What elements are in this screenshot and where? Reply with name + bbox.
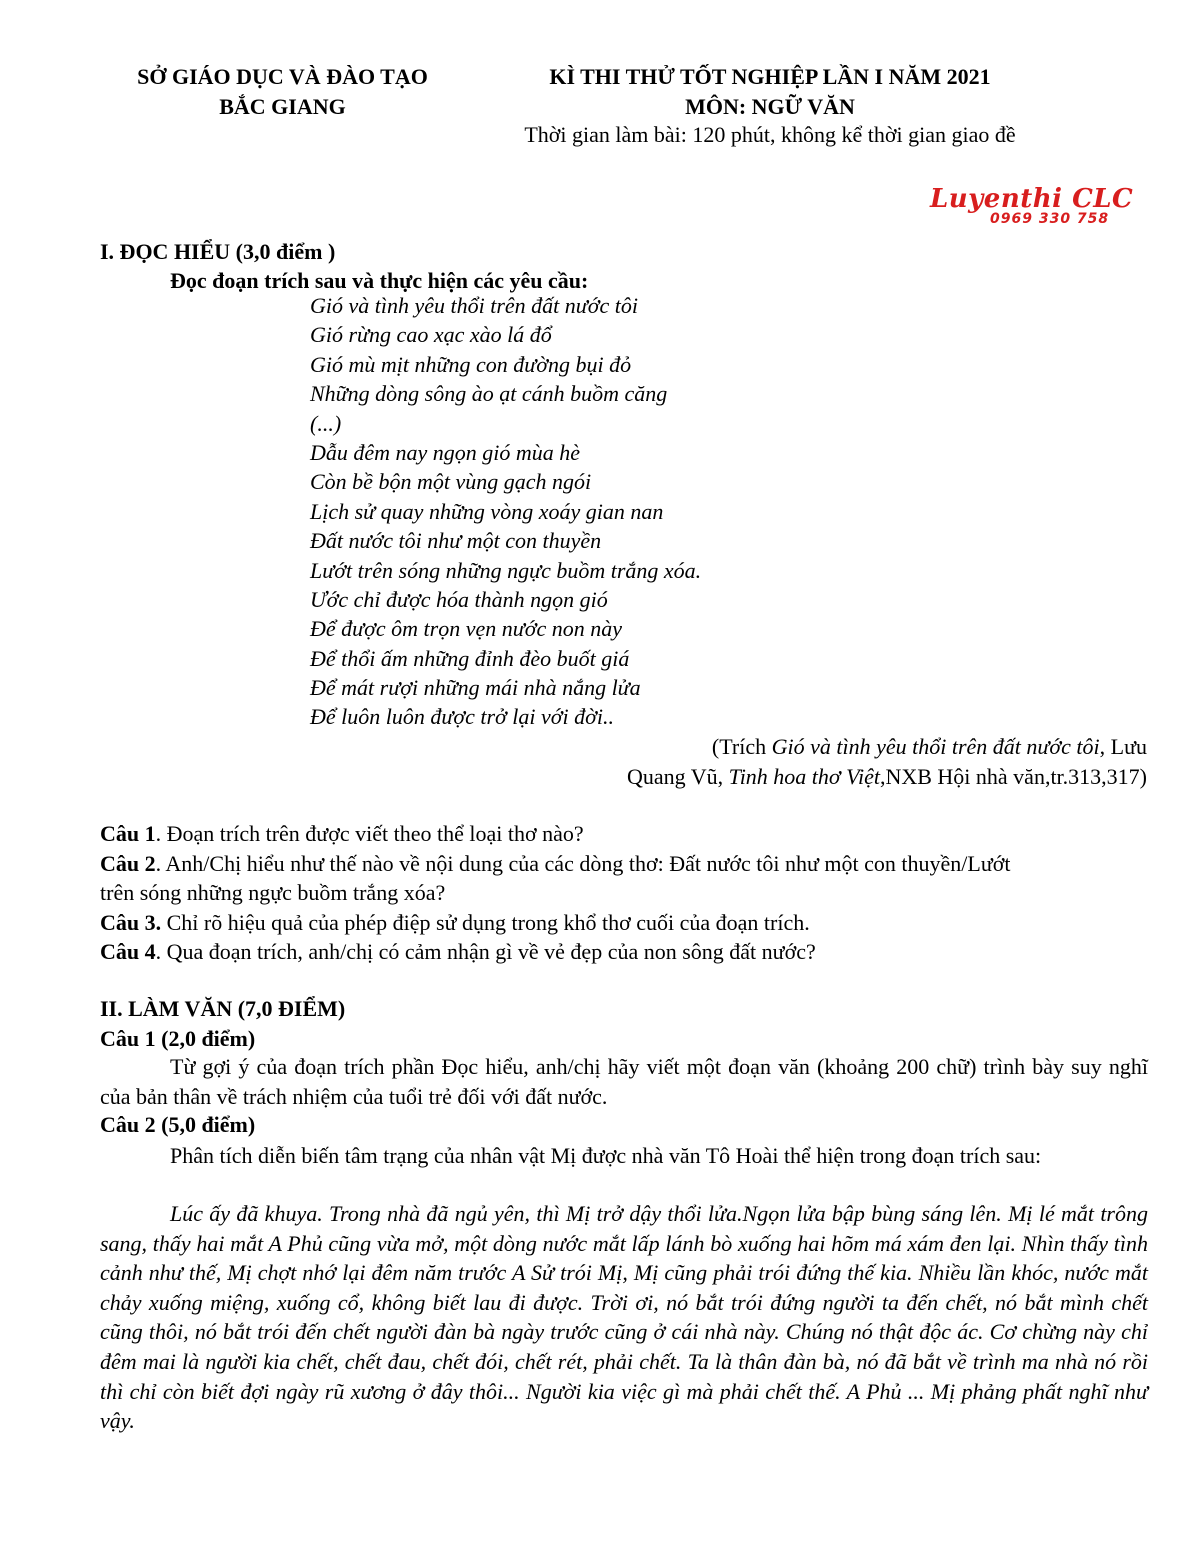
question-3 xyxy=(100,908,1150,938)
essay-question-2-text: Phân tích diễn biến tâm trạng của nhân vật Mị được nhà văn Tô Hoài thể hiện trong đoạn trích sau: xyxy=(170,1143,1042,1168)
question-2 xyxy=(100,849,1150,879)
exam-header xyxy=(485,62,1055,122)
question-text: . Đoạn trích trên được viết theo thể loại thơ nào? xyxy=(155,821,584,846)
question-text: . Anh/Chị hiểu như thế nào về nội dung của các dòng thơ: Đất nước tôi như một con thuyền/Lướt xyxy=(155,850,1011,876)
watermark-name: Luyenthi CLC xyxy=(930,184,1134,214)
essay-question-1-text: Từ gợi ý của đoạn trích phần Đọc hiểu, anh/chị hãy viết một đoạn văn (khoảng 200 chữ) trình bày suy nghĩ của bản thân về trách nhiệm của tuổi trẻ đối với đất nước. xyxy=(100,1054,1148,1109)
poem-line: Những dòng sông ào ạt cánh buồm căng xyxy=(310,381,668,407)
citation-text: Quang Vũ, xyxy=(627,764,729,789)
citation-line-1 xyxy=(627,732,1147,762)
poem-line: Gió mù mịt những con đường bụi đỏ xyxy=(310,351,632,377)
question-label: Câu 3. xyxy=(100,909,162,935)
poem-line: Để được ôm trọn vẹn nước non này xyxy=(310,616,623,642)
poem-line: Ước chỉ được hóa thành ngọn gió xyxy=(310,586,608,612)
poem-line: (...) xyxy=(310,410,342,436)
department-header xyxy=(100,62,465,122)
citation-line-2 xyxy=(627,762,1147,792)
poem-line: Lướt trên sóng những ngực buồm trắng xóa. xyxy=(310,557,702,583)
citation-text: (Trích xyxy=(711,734,772,759)
section1-instruction: Đọc đoạn trích sau và thực hiện các yêu cầu: xyxy=(170,268,589,293)
section2-title: II. LÀM VĂN (7,0 ĐIỂM) xyxy=(100,996,346,1021)
citation-text: , Lưu xyxy=(1099,734,1147,759)
subject-name: MÔN: NGỮ VĂN xyxy=(685,94,855,119)
reading-questions xyxy=(100,819,1150,967)
question-1 xyxy=(100,819,1150,849)
poem-line: Còn bề bộn một vùng gạch ngói xyxy=(310,469,592,495)
watermark-phone: 0969 330 758 xyxy=(990,211,1110,227)
poem-citation xyxy=(627,732,1147,792)
poem-line: Gió rừng cao xạc xào lá đổ xyxy=(310,322,552,348)
citation-text: ,NXB Hội nhà văn,tr.313,317) xyxy=(879,764,1147,789)
poem-line: Gió và tình yêu thổi trên đất nước tôi xyxy=(310,293,639,318)
time-note: Thời gian làm bài: 120 phút, không kể thời gian giao đề xyxy=(524,122,1016,147)
poem xyxy=(310,291,701,732)
question-text: . Qua đoạn trích, anh/chị có cảm nhận gì về vẻ đẹp của non sông đất nước? xyxy=(155,939,816,964)
section1-title: I. ĐỌC HIỂU (3,0 điểm ) xyxy=(100,239,336,264)
question-label: Câu 1 xyxy=(100,821,156,846)
question-4 xyxy=(100,937,1150,967)
poem-line: Dẫu đêm nay ngọn gió mùa hè xyxy=(310,439,581,465)
question-text: Chỉ rõ hiệu quả của phép điệp sử dụng trong khổ thơ cuối của đoạn trích. xyxy=(161,909,810,935)
poem-line: Để thổi ấm những đỉnh đèo buốt giá xyxy=(310,645,630,671)
question-2-continued: trên sóng những ngực buồm trắng xóa? xyxy=(100,880,446,905)
citation-book-title: Tinh hoa thơ Việt xyxy=(728,764,880,789)
watermark-logo xyxy=(930,184,1150,244)
department-name: SỞ GIÁO DỤC VÀ ĐÀO TẠO xyxy=(137,64,428,89)
essay-question-1-heading: Câu 1 (2,0 điểm) xyxy=(100,1026,256,1051)
poem-line: Để mát rượi những mái nhà nắng lửa xyxy=(310,675,641,701)
question-label: Câu 4 xyxy=(100,939,156,964)
question-label: Câu 2 xyxy=(100,850,156,876)
excerpt-passage: Lúc ấy đã khuya. Trong nhà đã ngủ yên, thì Mị trở dậy thổi lửa.Ngọn lửa bập bùng sáng lên. Mị lé mắt trông sang, thấy hai mắt A Phủ cũng vừa mở, một dòng nước mắt lấp lánh bò xuống hai hõm má xám đen lại. Nhìn thấy tình cảnh như thế, Mị chợt nhớ lại đêm năm trước A Sử trói Mị, Mị cũng phải trói đứng thế kia. Nhiều lần khóc, nước mắt chảy xuống miệng, xuống cổ, không biết lau đi được. Trời ơi, nó bắt trói đứng người ta đến chết, nó bắt mình chết cũng thôi, nó bắt trói đến chết người đàn bà ngày trước cũng ở cái nhà này. Chúng nó thật độc ác. Cơ chừng này chỉ đêm mai là người kia chết, chết đau, chết đói, chết rét, phải chết. Ta là thân đàn bà, nó đã bắt về trình ma nhà nó rồi thì chỉ còn biết đợi ngày rũ xương ở đây thôi... Người kia việc gì mà phải chết thế. A Phủ ... Mị phảng phất nghĩ như vậy. xyxy=(100,1201,1148,1434)
poem-line: Để luôn luôn được trở lại với đời.. xyxy=(310,704,614,730)
citation-poem-title: Gió và tình yêu thổi trên đất nước tôi xyxy=(771,734,1100,759)
poem-line: Lịch sử quay những vòng xoáy gian nan xyxy=(310,498,664,524)
exam-title: KÌ THI THỬ TỐT NGHIỆP LẦN I NĂM 2021 xyxy=(549,64,991,89)
poem-line: Đất nước tôi như một con thuyền xyxy=(310,528,602,554)
essay-question-2-heading: Câu 2 (5,0 điểm) xyxy=(100,1112,256,1137)
province-name: BẮC GIANG xyxy=(219,94,346,119)
